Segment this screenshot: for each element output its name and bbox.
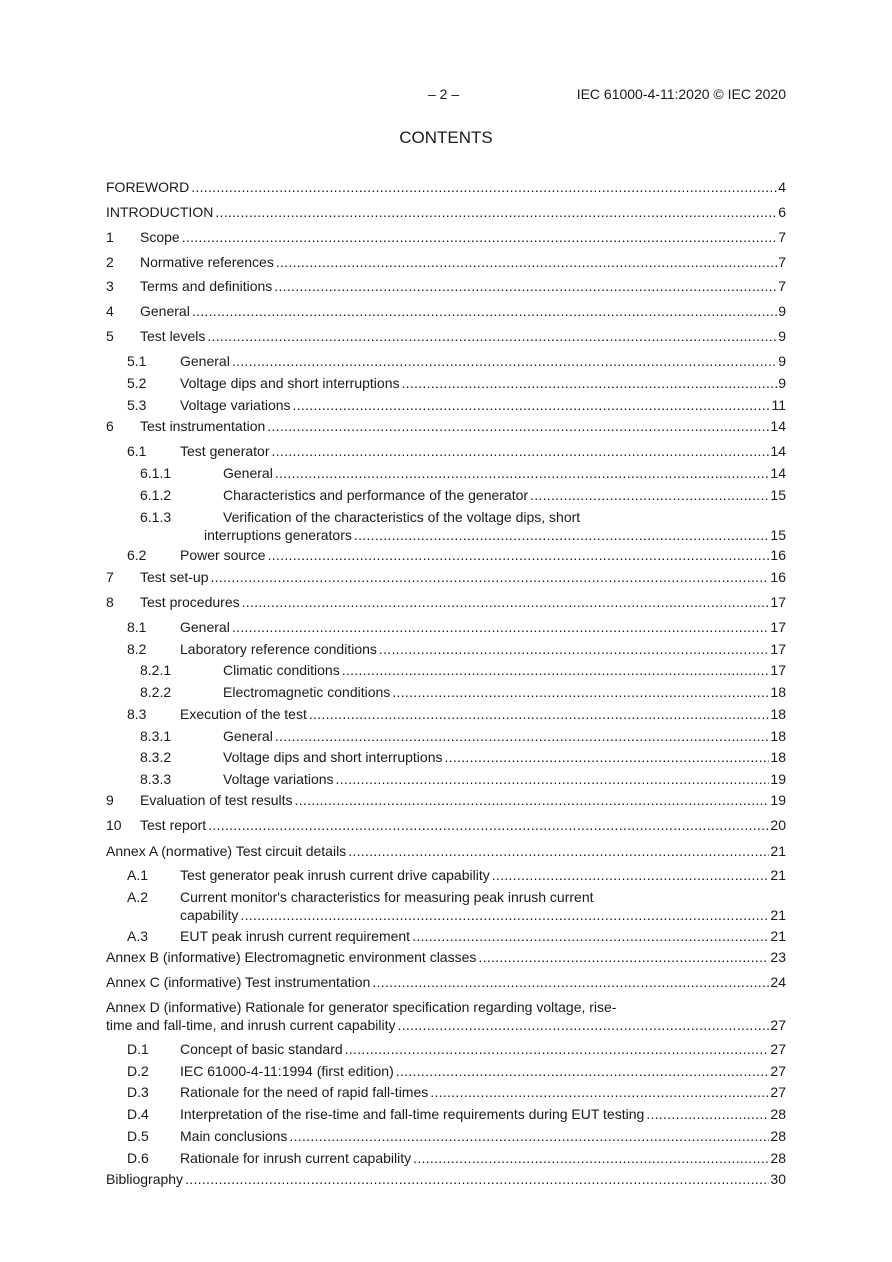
toc-label: Evaluation of test results [140,792,293,808]
toc-label: Bibliography [106,1171,184,1187]
toc-page-number: 16 [770,547,786,563]
toc-entry[interactable] [106,927,786,945]
toc-page-number: 17 [770,641,786,657]
toc-page-number: 21 [770,928,786,944]
toc-number: 5.3 [127,397,147,413]
toc-leader-dots [215,203,777,221]
toc-leader-dots [232,618,770,636]
toc-label: Rationale for the need of rapid fall-times [180,1084,429,1100]
toc-label: Execution of the test [180,706,307,722]
toc-entry[interactable] [106,568,786,586]
toc-number: 8.3 [127,706,147,722]
toc-entry[interactable] [106,973,786,991]
toc-label: Power source [180,547,266,563]
toc-page-number: 6 [778,204,786,220]
toc-leader-dots [401,374,777,392]
toc-leader-dots [397,1016,769,1034]
toc-number: D.3 [127,1084,149,1100]
toc-label: Test instrumentation [140,418,266,434]
toc-label: Annex C (informative) Test instrumentation [106,974,371,990]
toc-page-number: 23 [770,949,786,965]
toc-number: 1 [106,229,114,245]
toc-leader-dots [275,727,770,745]
toc-leader-dots [478,948,769,966]
toc-label: Voltage variations [223,771,334,787]
toc-entry[interactable] [106,1040,786,1058]
toc-leader-dots [232,352,777,370]
toc-leader-dots [295,791,770,809]
toc-leader-dots [336,770,770,788]
toc-entry[interactable] [106,705,786,723]
toc-entry[interactable] [106,228,786,246]
toc-label: Scope [140,229,180,245]
toc-entry[interactable] [106,486,786,504]
toc-number: 8 [106,594,114,610]
toc-label: Test generator [180,443,270,459]
toc-number: 6.2 [127,547,147,563]
toc-entry[interactable] [106,352,786,370]
toc-entry[interactable] [106,178,786,196]
toc-number: D.5 [127,1128,149,1144]
toc-label: Terms and definitions [140,278,273,294]
toc-leader-dots [492,866,770,884]
toc-leader-dots [208,816,769,834]
toc-label: FOREWORD [106,179,190,195]
toc-page-number: 18 [770,749,786,765]
toc-entry[interactable] [106,770,786,788]
toc-leader-dots [207,327,777,345]
toc-label: IEC 61000-4-11:1994 (first edition) [180,1063,394,1079]
toc-entry[interactable] [106,842,786,860]
toc-label-line1: Current monitor's characteristics for measuring peak inrush current [180,889,594,905]
toc-leader-dots [392,683,769,701]
toc-page-number: 9 [778,328,786,344]
toc-number: A.3 [127,928,149,944]
toc-entry[interactable] [106,1105,786,1123]
toc-page-number: 14 [770,443,786,459]
toc-leader-dots [342,661,770,679]
toc-label: General [180,353,230,369]
toc-number: 5 [106,328,114,344]
toc-entry[interactable] [106,508,786,544]
toc-page-number: 7 [778,229,786,245]
toc-leader-dots [268,546,770,564]
toc-number: 6.1.1 [140,465,172,481]
toc-page-number: 27 [770,1084,786,1100]
toc-page-number: 21 [770,867,786,883]
toc-leader-dots [379,640,770,658]
toc-entry[interactable] [106,888,786,924]
toc-leader-dots [242,593,770,611]
toc-leader-dots [185,1170,769,1188]
toc-number: 8.2.2 [140,684,172,700]
toc-number: 5.1 [127,353,147,369]
toc-page-number: 16 [770,569,786,585]
toc-leader-dots [345,1040,770,1058]
toc-number: 6.1.2 [140,487,172,503]
toc-page-number: 20 [770,817,786,833]
toc-number: 3 [106,278,114,294]
toc-leader-dots [272,442,770,460]
toc-entry[interactable] [106,442,786,460]
toc-label: Climatic conditions [223,662,340,678]
toc-number: 6.1.3 [140,509,172,525]
toc-label: Annex A (normative) Test circuit details [106,843,347,859]
toc-entry[interactable] [106,948,786,966]
toc-leader-dots [530,486,769,504]
toc-label: INTRODUCTION [106,204,214,220]
toc-label: General [223,728,273,744]
toc-number: D.1 [127,1041,149,1057]
toc-label: interruptions generators [204,527,352,543]
toc-page-number: 18 [770,728,786,744]
toc-label: Voltage dips and short interruptions [180,375,400,391]
toc-page-number: 7 [778,278,786,294]
toc-leader-dots [192,302,777,320]
toc-number: 8.3.1 [140,728,172,744]
toc-number: 8.2.1 [140,662,172,678]
toc-page-number: 18 [770,706,786,722]
toc-entry[interactable] [106,661,786,679]
toc-entry[interactable] [106,816,786,834]
toc-entry[interactable] [106,748,786,766]
toc-entry[interactable] [106,866,786,884]
toc-label-line1: Verification of the characteristics of the voltage dips, short [223,509,581,525]
toc-page-number: 28 [770,1128,786,1144]
toc-label: Voltage variations [180,397,291,413]
toc-label: capability [180,907,239,923]
toc-number: 10 [106,817,122,833]
toc-page-number: 28 [770,1106,786,1122]
toc-page-number: 17 [770,619,786,635]
toc-label: Test set-up [140,569,209,585]
toc-page-number: 18 [770,684,786,700]
toc-entry[interactable] [106,302,786,320]
toc-label: Normative references [140,254,274,270]
toc-entry[interactable] [106,1127,786,1145]
toc-entry[interactable] [106,1170,786,1188]
toc-leader-dots [210,568,769,586]
toc-page-number: 4 [778,179,786,195]
toc-page-number: 24 [770,974,786,990]
toc-page-number: 30 [770,1171,786,1187]
toc-page-number: 21 [770,907,786,923]
toc-entry[interactable] [106,1149,786,1167]
toc-page-number: 9 [778,303,786,319]
toc-page-number: 9 [778,353,786,369]
toc-leader-dots [372,973,769,991]
toc-entry[interactable] [106,327,786,345]
toc-number: 5.2 [127,375,147,391]
toc-leader-dots [396,1062,770,1080]
toc-label: Test levels [140,328,206,344]
toc-label: EUT peak inrush current requirement [180,928,411,944]
toc-label: Electromagnetic conditions [223,684,391,700]
toc-entry[interactable] [106,727,786,745]
toc-entry[interactable] [106,277,786,295]
toc-entry[interactable] [106,640,786,658]
toc-entry[interactable] [106,683,786,701]
toc-label: General [140,303,190,319]
toc-leader-dots [348,842,769,860]
toc-number: 6 [106,418,114,434]
toc-entry[interactable] [106,203,786,221]
toc-page-number: 7 [778,254,786,270]
toc-page-number: 27 [770,1063,786,1079]
toc-label: Laboratory reference conditions [180,641,377,657]
toc-leader-dots [430,1083,769,1101]
toc-leader-dots [309,705,770,723]
toc-entry[interactable] [106,464,786,482]
toc-leader-dots [267,417,769,435]
page-number: – 2 – [428,86,460,102]
toc-number: A.2 [127,889,149,905]
toc-leader-dots [274,277,777,295]
toc-page-number: 14 [770,465,786,481]
toc-number: 8.3.2 [140,749,172,765]
toc-entry[interactable] [106,417,786,435]
toc-leader-dots [646,1105,769,1123]
toc-leader-dots [412,927,769,945]
toc-leader-dots [413,1149,769,1167]
toc-label: Test generator peak inrush current drive capability [180,867,490,883]
toc-label: Main conclusions [180,1128,288,1144]
toc-leader-dots [289,1127,769,1145]
toc-leader-dots [182,228,778,246]
toc-page-number: 17 [770,594,786,610]
toc-entry[interactable] [106,374,786,392]
toc-entry[interactable] [106,1083,786,1101]
toc-page-number: 17 [770,662,786,678]
toc-leader-dots [276,253,777,271]
toc-entry[interactable] [106,791,786,809]
toc-entry[interactable] [106,253,786,271]
toc-page-number: 15 [770,527,786,543]
toc-leader-dots [240,906,769,924]
toc-label: Voltage dips and short interruptions [223,749,443,765]
toc-number: 6.1 [127,443,147,459]
toc-leader-dots [275,464,770,482]
toc-page-number: 28 [770,1150,786,1166]
toc-leader-dots [191,178,777,196]
toc-label: Characteristics and performance of the generator [223,487,529,503]
toc-label: time and fall-time, and inrush current capability [106,1017,396,1033]
toc-page-number: 27 [770,1017,786,1033]
toc-page-number: 19 [770,792,786,808]
toc-number: 8.1 [127,619,147,635]
toc-leader-dots [354,526,770,544]
toc-label-line1: Annex D (informative) Rationale for generator specification regarding voltage, rise- [106,999,617,1015]
toc-page-number: 27 [770,1041,786,1057]
toc-label: General [223,465,273,481]
toc-entry[interactable] [106,546,786,564]
toc-page-number: 15 [770,487,786,503]
toc-number: 4 [106,303,114,319]
toc-number: 9 [106,792,114,808]
toc-leader-dots [293,396,771,414]
toc-page-number: 14 [770,418,786,434]
toc-label: Annex B (informative) Electromagnetic environment classes [106,949,477,965]
toc-number: D.2 [127,1063,149,1079]
toc-number: D.6 [127,1150,149,1166]
toc-entry[interactable] [106,593,786,611]
toc-label: General [180,619,230,635]
toc-page-number: 11 [771,397,786,413]
toc-label: Interpretation of the rise-time and fall-time requirements during EUT testing [180,1106,645,1122]
toc-entry[interactable] [106,998,786,1034]
toc-label: Test procedures [140,594,240,610]
toc-label: Rationale for inrush current capability [180,1150,412,1166]
toc-page-number: 21 [770,843,786,859]
toc-entry[interactable] [106,1062,786,1080]
toc-number: 8.2 [127,641,147,657]
toc-page-number: 9 [778,375,786,391]
toc-number: A.1 [127,867,149,883]
toc-entry[interactable] [106,396,786,414]
toc-leader-dots [444,748,769,766]
toc-number: D.4 [127,1106,149,1122]
toc-page-number: 19 [770,771,786,787]
toc-number: 2 [106,254,114,270]
toc-number: 7 [106,569,114,585]
toc-entry[interactable] [106,618,786,636]
document-id: IEC 61000-4-11:2020 © IEC 2020 [576,86,786,102]
toc-label: Test report [140,817,207,833]
toc-number: 8.3.3 [140,771,172,787]
page-title: CONTENTS [399,128,493,147]
toc-label: Concept of basic standard [180,1041,343,1057]
